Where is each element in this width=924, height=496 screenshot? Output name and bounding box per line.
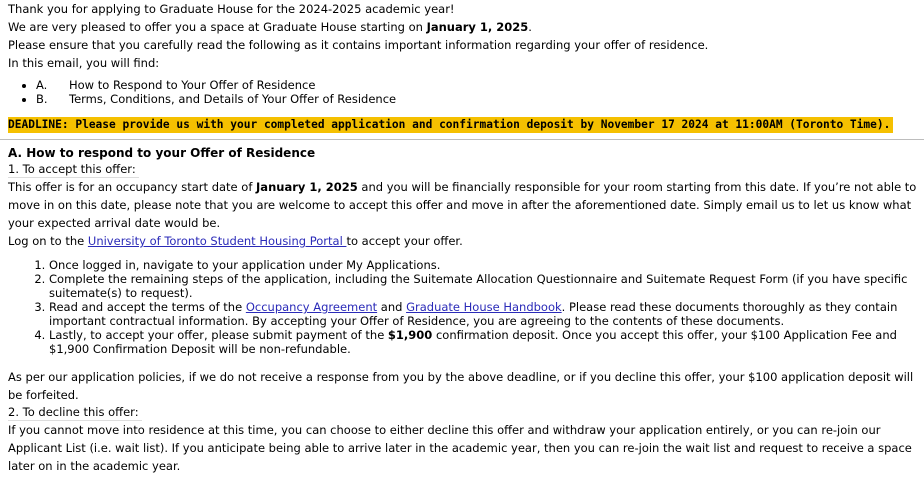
start-date: January 1, 2025 — [426, 20, 529, 34]
accept-text-rest: and you will be financially responsible for your room starting from this date. If you’re not able to move in on this date, please note that you are welcome to accept this offer and move in after the aforementioned date. Simply email us to let us know what your expected arrival date would be. — [8, 180, 917, 230]
occupancy-agreement-link[interactable]: Occupancy Agreement — [245, 300, 378, 314]
step-text: confirmation deposit. Once you accept this offer, your $100 Application Fee and $1,900 Confirmation Deposit will be non-refundable. — [49, 328, 897, 356]
section-divider — [0, 139, 924, 140]
accept-steps-list — [8, 258, 919, 356]
step-item: 1. Once logged in, navigate to your application under My Applications. — [49, 258, 919, 272]
section-a-heading: A. How to respond to your Offer of Residence — [8, 146, 316, 160]
intro-read-carefully: Please ensure that you carefully read the following as it contains important information regarding your offer of residence. — [8, 38, 709, 52]
intro-contents: In this email, you will find: — [8, 56, 160, 70]
step-item — [49, 300, 919, 328]
toc-item — [36, 78, 924, 92]
toc-text: How to Respond to Your Offer of Residence — [69, 78, 316, 92]
decline-paragraph: If you cannot move into residence at this time, you can choose to either decline this offer and withdraw your application entirely, or you can re-join our Applicant List (i.e. wait list). If you anticipate being able to arrive later in the academic year, then you can re-join the wait list and request to receive a space later on in the academic year. — [8, 423, 912, 473]
step-text: Lastly, to accept your offer, please submit payment of the — [49, 328, 388, 342]
occupancy-date: January 1, 2025 — [256, 180, 358, 194]
toc-letter: B. — [36, 92, 48, 106]
policy-paragraph: As per our application policies, if we do not receive a response from you by the above deadline, or if you decline this offer, your $100 application deposit will be forfeited. — [8, 370, 914, 402]
intro-offer — [8, 18, 924, 36]
accept-paragraph — [8, 178, 920, 232]
logon-text-end: to accept your offer. — [346, 234, 463, 248]
graduate-house-handbook-link[interactable]: Graduate House Handbook — [406, 300, 562, 314]
accept-text: This offer is for an occupancy start date of — [8, 180, 257, 194]
intro-offer-text: We are very pleased to offer you a space at Graduate House starting on — [8, 20, 427, 34]
step-text: and — [377, 300, 407, 314]
step-item — [49, 328, 919, 356]
logon-line — [8, 232, 924, 250]
logon-text: Log on to the — [8, 234, 88, 248]
deadline-banner: DEADLINE: Please provide us with your completed application and confirmation deposit by November 17 2024 at 11:00AM (Toronto Time). — [8, 117, 893, 133]
decline-subheading: 2. To decline this offer: — [8, 405, 142, 421]
step-item: 2. Complete the remaining steps of the application, including the Suitemate Allocation Questionnaire and Suitemate Request Form (if you have specific suitemate(s) to request). — [49, 272, 919, 300]
housing-portal-link[interactable]: University of Toronto Student Housing Portal — [87, 234, 347, 248]
toc-letter: A. — [36, 78, 48, 92]
deposit-amount: $1,900 — [387, 328, 433, 342]
step-text: . Please read these documents thoroughly as they contain important contractual information. By accepting your Offer of Residence, you are agreeing to the contents of these documents. — [49, 300, 898, 328]
intro-thanks: Thank you for applying to Graduate House for the 2024-2025 academic year! — [8, 2, 455, 16]
step-text: Read and accept the terms of the — [49, 300, 246, 314]
intro-offer-end: . — [528, 20, 532, 34]
toc-item — [36, 92, 924, 106]
accept-subheading: 1. To accept this offer: — [8, 162, 139, 178]
toc-text: Terms, Conditions, and Details of Your Offer of Residence — [69, 92, 397, 106]
toc-list — [8, 78, 924, 106]
